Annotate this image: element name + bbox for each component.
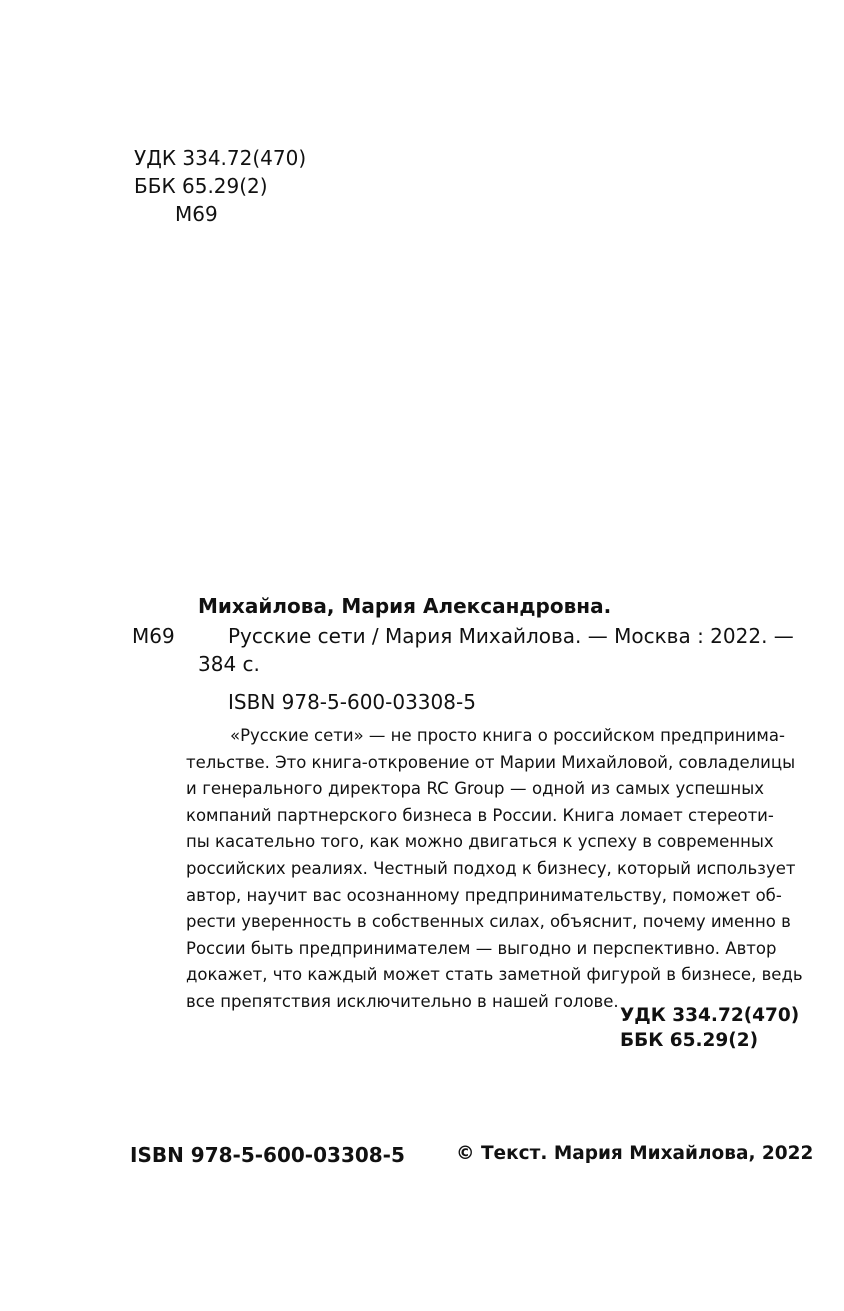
bbk-code-bottom: ББК 65.29(2): [620, 1030, 759, 1051]
bbk-code-top: ББК 65.29(2): [134, 174, 268, 198]
annotation-line: рести уверенность в собственных силах, объяснит, почему именно в: [186, 912, 791, 932]
page-count: 384 с.: [198, 652, 260, 676]
copyright-notice: © Текст. Мария Михайлова, 2022: [456, 1143, 814, 1164]
title-statement: Русские сети / Мария Михайлова. — Москва : 2022. —: [228, 624, 794, 648]
udk-code-top: УДК 334.72(470): [134, 146, 307, 170]
annotation-line: докажет, что каждый может стать заметной фигурой в бизнесе, ведь: [186, 965, 803, 985]
udk-code-bottom: УДК 334.72(470): [620, 1005, 800, 1026]
annotation-line: компаний партнерского бизнеса в России. Книга ломает стереоти-: [186, 805, 774, 825]
author-mark-record: М69: [132, 624, 175, 648]
author-heading: Михайлова, Мария Александровна.: [198, 594, 612, 618]
author-mark-top: М69: [175, 202, 218, 226]
isbn-footer: ISBN 978-5-600-03308-5: [130, 1143, 405, 1167]
annotation-line: автор, научит вас осознанному предпринимательству, поможет об-: [186, 885, 782, 905]
isbn-record: ISBN 978-5-600-03308-5: [228, 690, 476, 714]
annotation-line: пы касательно того, как можно двигаться к успеху в современных: [186, 832, 774, 852]
annotation-line: тельстве. Это книга-откровение от Марии Михайловой, совладелицы: [186, 752, 796, 772]
annotation-line: «Русские сети» — не просто книга о российском предпринима-: [230, 726, 785, 745]
annotation-line: российских реалиях. Честный подход к бизнесу, который использует: [186, 858, 796, 878]
annotation-line: все препятствия исключительно в нашей голове.: [186, 991, 619, 1011]
annotation-line: и генерального директора RC Group — одной из самых успешных: [186, 779, 764, 799]
annotation-line: России быть предпринимателем — выгодно и перспективно. Автор: [186, 938, 777, 958]
